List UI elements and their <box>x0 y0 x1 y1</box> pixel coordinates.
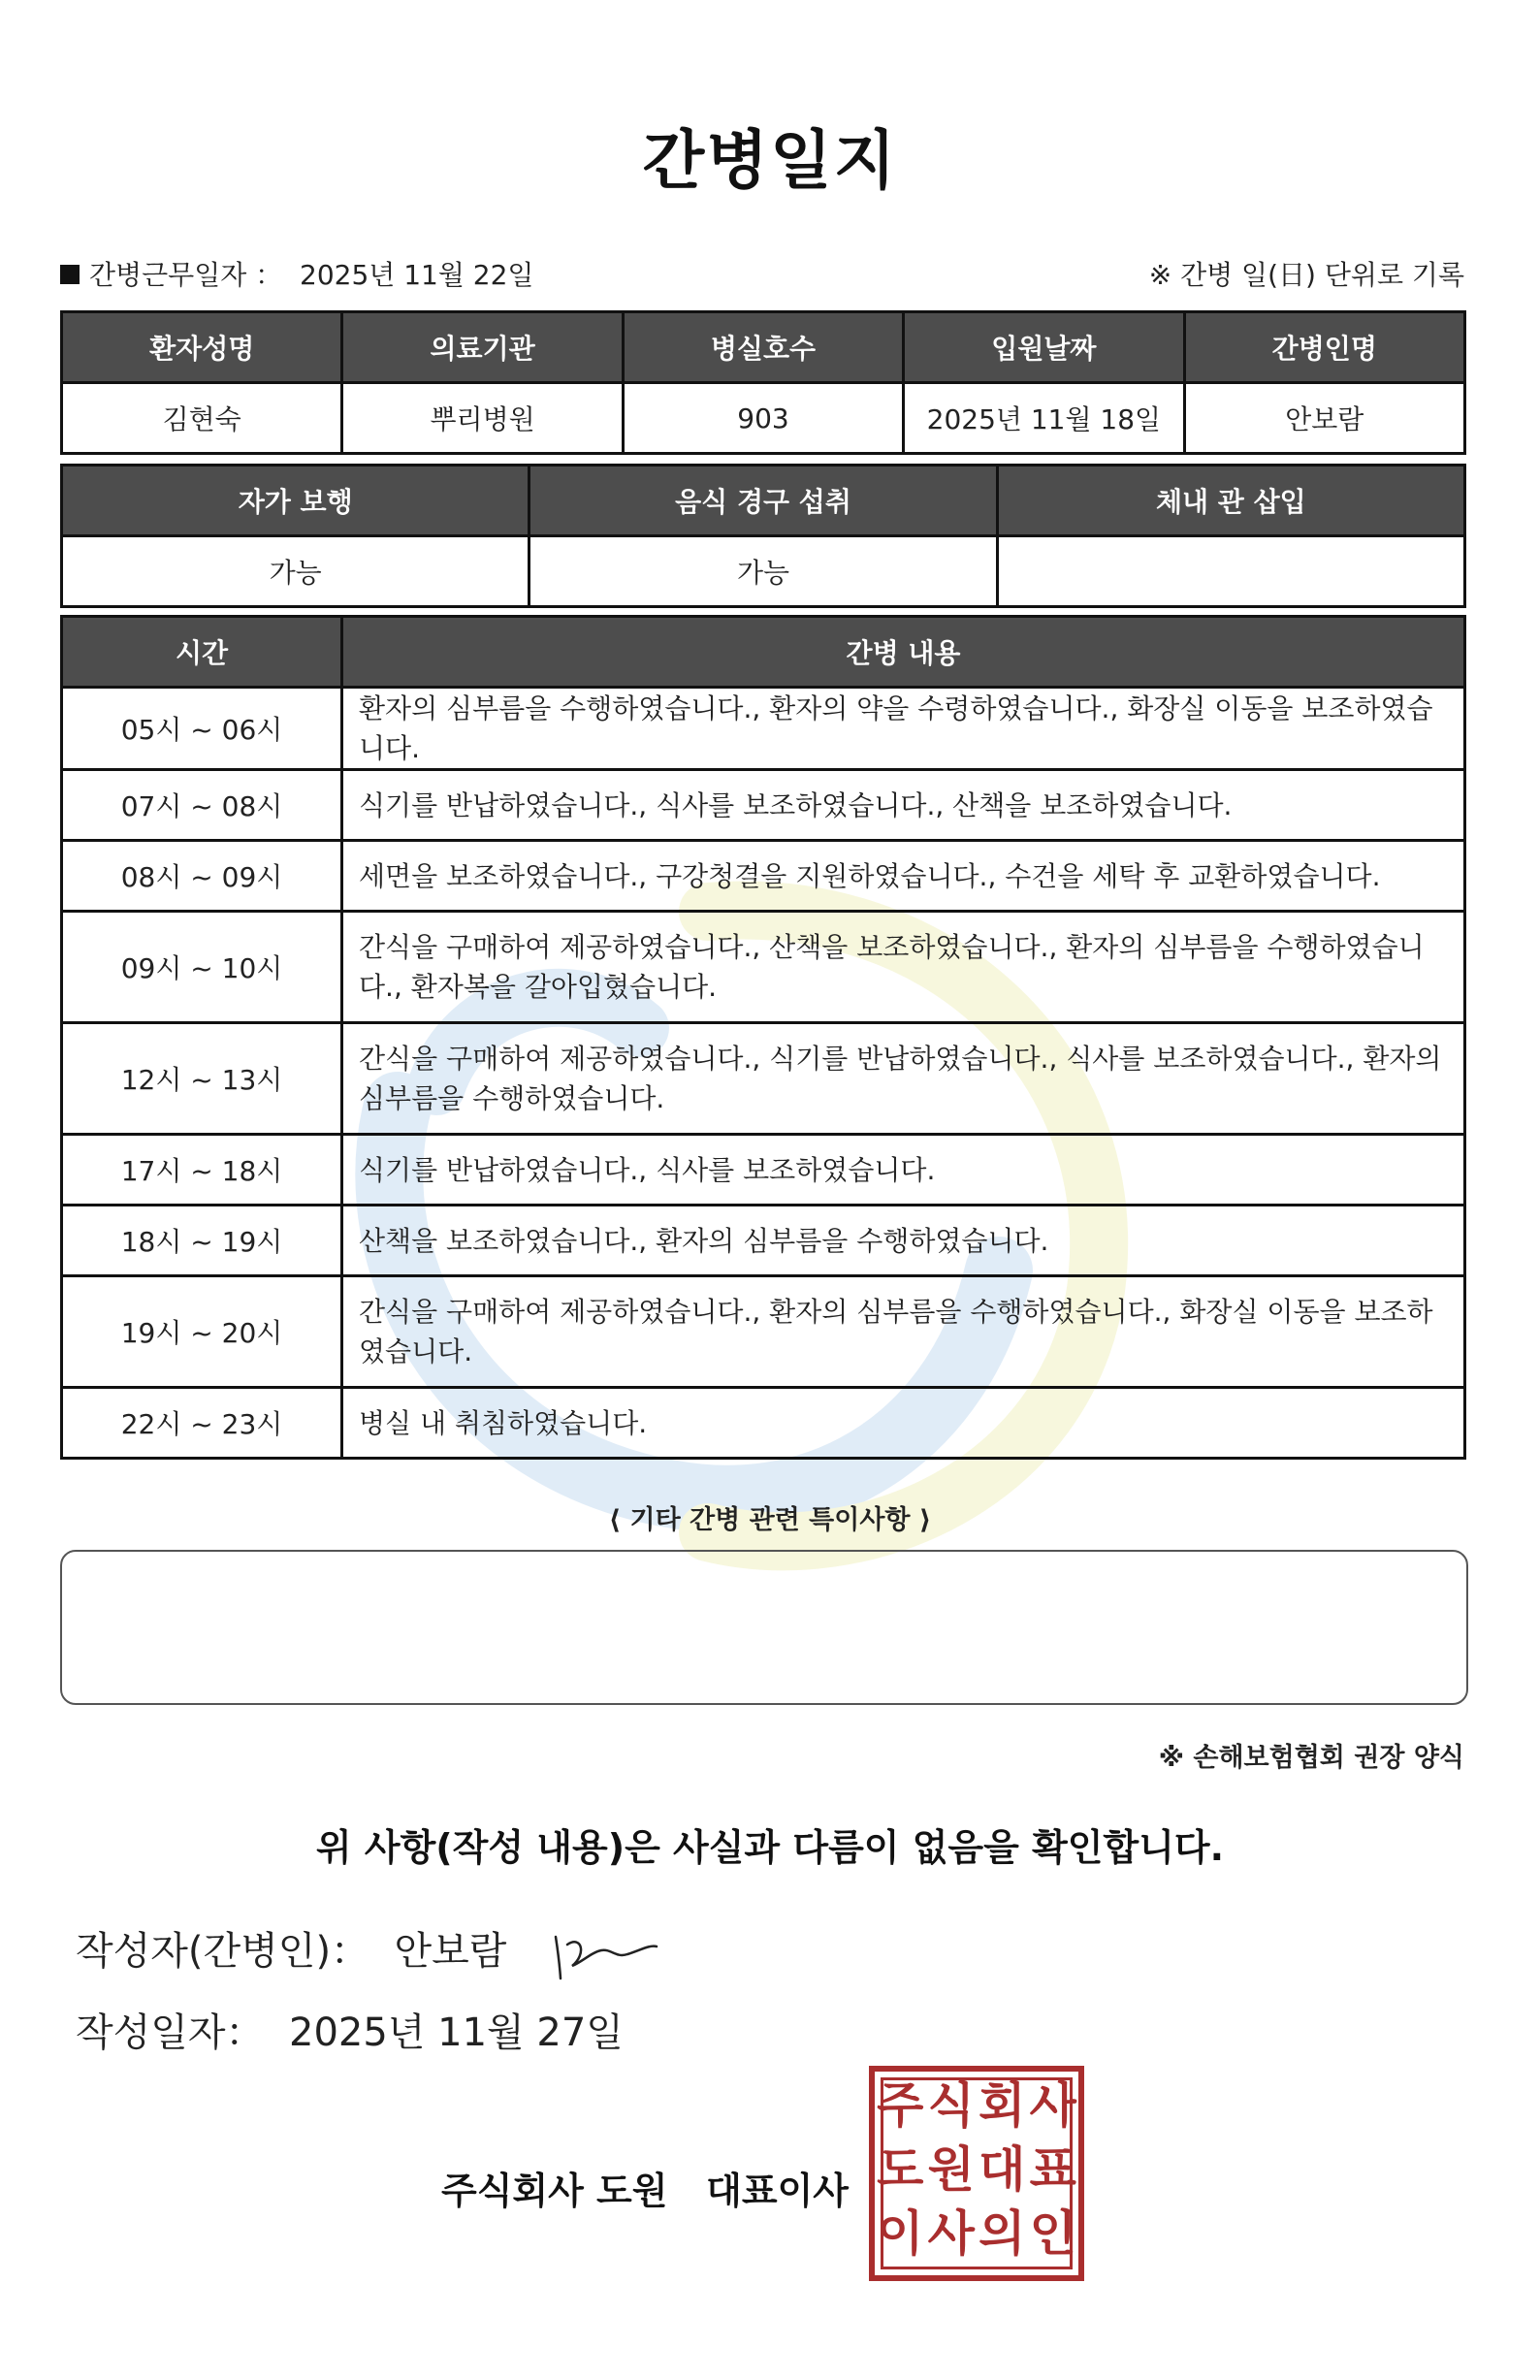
writer-label: 작성자(간병인)： <box>76 1929 370 1974</box>
patient-info-table <box>60 310 1466 455</box>
header-hospital: 의료기관 <box>342 312 623 383</box>
time-cell: 22시 ~ 23시 <box>62 1388 342 1459</box>
tube-insertion <box>997 536 1464 607</box>
recommend-note: ※ 손해보험협회 권장 양식 <box>1158 1743 1464 1773</box>
care-log-table <box>60 615 1466 1460</box>
header-patient-name: 환자성명 <box>62 312 342 383</box>
patient-name: 김현숙 <box>62 383 342 454</box>
time-cell: 12시 ~ 13시 <box>62 1023 342 1135</box>
table-row <box>62 770 1465 841</box>
table-row <box>62 1206 1465 1276</box>
confirmation-statement: 위 사항(작성 내용)은 사실과 다름이 없음을 확인합니다. <box>315 1826 1225 1869</box>
stamp-char: 회 <box>979 2077 1026 2134</box>
table-row <box>62 1023 1465 1135</box>
header-tube-insertion: 체내 관 삽입 <box>997 466 1464 536</box>
etc-section-title: ⟨ 기타 간병 관련 특이사항 ⟩ <box>608 1505 932 1535</box>
stamp-char: 도 <box>877 2141 924 2198</box>
write-date-line <box>76 2002 624 2057</box>
oral-intake: 가능 <box>529 536 997 607</box>
handwritten-signature <box>548 1925 664 1983</box>
stamp-char: 의 <box>979 2205 1026 2262</box>
square-bullet-icon <box>60 265 80 284</box>
company-signature-line: 주식회사 도원 대표이사 <box>441 2170 849 2212</box>
stamp-characters <box>875 2074 1078 2266</box>
stamp-char: 이 <box>877 2205 924 2262</box>
writer-line <box>76 1920 506 1976</box>
work-date-line <box>60 254 533 293</box>
time-cell: 18시 ~ 19시 <box>62 1206 342 1276</box>
time-cell: 17시 ~ 18시 <box>62 1135 342 1206</box>
header-time: 시간 <box>62 617 342 688</box>
unit-note: ※ 간병 일(日) 단위로 기록 <box>1148 259 1464 291</box>
stamp-char: 사 <box>927 2205 975 2262</box>
time-cell: 09시 ~ 10시 <box>62 912 342 1023</box>
writer-name: 안보람 <box>394 1929 507 1974</box>
room-number: 903 <box>623 383 903 454</box>
header-admission-date: 입원날짜 <box>904 312 1184 383</box>
table-row <box>62 841 1465 912</box>
table-row <box>62 688 1465 770</box>
table-row <box>62 1135 1465 1206</box>
stamp-char: 대 <box>979 2141 1026 2198</box>
stamp-char: 주 <box>877 2077 924 2134</box>
content-cell: 간식을 구매하여 제공하였습니다., 식기를 반납하였습니다., 식사를 보조하였습니다., 환자의 심부름을 수행하였습니다. <box>342 1023 1465 1135</box>
header-care-content: 간병 내용 <box>342 617 1465 688</box>
content-cell: 환자의 심부름을 수행하였습니다., 환자의 약을 수령하였습니다., 화장실 이동을 보조하였습니다. <box>342 688 1465 770</box>
write-date: 2025년 11월 27일 <box>289 2010 624 2055</box>
page-title: 간병일지 <box>642 123 898 198</box>
write-date-label: 작성일자： <box>76 2010 265 2055</box>
self-walking: 가능 <box>62 536 529 607</box>
work-date-label: 간병근무일자 ： <box>89 259 283 291</box>
stamp-char: 식 <box>927 2077 975 2134</box>
time-cell: 05시 ~ 06시 <box>62 688 342 770</box>
stamp-char: 인 <box>1029 2205 1076 2262</box>
content-cell: 간식을 구매하여 제공하였습니다., 환자의 심부름을 수행하였습니다., 화장실 이동을 보조하였습니다. <box>342 1276 1465 1388</box>
time-cell: 07시 ~ 08시 <box>62 770 342 841</box>
content-cell: 간식을 구매하여 제공하였습니다., 산책을 보조하였습니다., 환자의 심부름을 수행하였습니다., 환자복을 갈아입혔습니다. <box>342 912 1465 1023</box>
stamp-char: 원 <box>927 2141 975 2198</box>
patient-status-table <box>60 464 1466 608</box>
table-row <box>62 1276 1465 1388</box>
caregiver-name: 안보람 <box>1184 383 1464 454</box>
content-cell: 식기를 반납하였습니다., 식사를 보조하였습니다., 산책을 보조하였습니다. <box>342 770 1465 841</box>
header-self-walking: 자가 보행 <box>62 466 529 536</box>
content-cell: 세면을 보조하였습니다., 구강청결을 지원하였습니다., 수건을 세탁 후 교환하였습니다. <box>342 841 1465 912</box>
table-row <box>62 1388 1465 1459</box>
work-date: 2025년 11월 22일 <box>300 259 534 291</box>
header-caregiver-name: 간병인명 <box>1184 312 1464 383</box>
content-cell: 병실 내 취침하였습니다. <box>342 1388 1465 1459</box>
content-cell: 산책을 보조하였습니다., 환자의 심부름을 수행하였습니다. <box>342 1206 1465 1276</box>
content-cell: 식기를 반납하였습니다., 식사를 보조하였습니다. <box>342 1135 1465 1206</box>
stamp-char: 사 <box>1029 2077 1076 2134</box>
header-oral-intake: 음식 경구 섭취 <box>529 466 997 536</box>
header-room-number: 병실호수 <box>623 312 903 383</box>
hospital: 뿌리병원 <box>342 383 623 454</box>
admission-date: 2025년 11월 18일 <box>904 383 1184 454</box>
time-cell: 08시 ~ 09시 <box>62 841 342 912</box>
etc-notes-box <box>60 1550 1468 1705</box>
table-row <box>62 912 1465 1023</box>
company-seal-stamp <box>869 2066 1084 2281</box>
stamp-char: 표 <box>1029 2141 1076 2198</box>
time-cell: 19시 ~ 20시 <box>62 1276 342 1388</box>
